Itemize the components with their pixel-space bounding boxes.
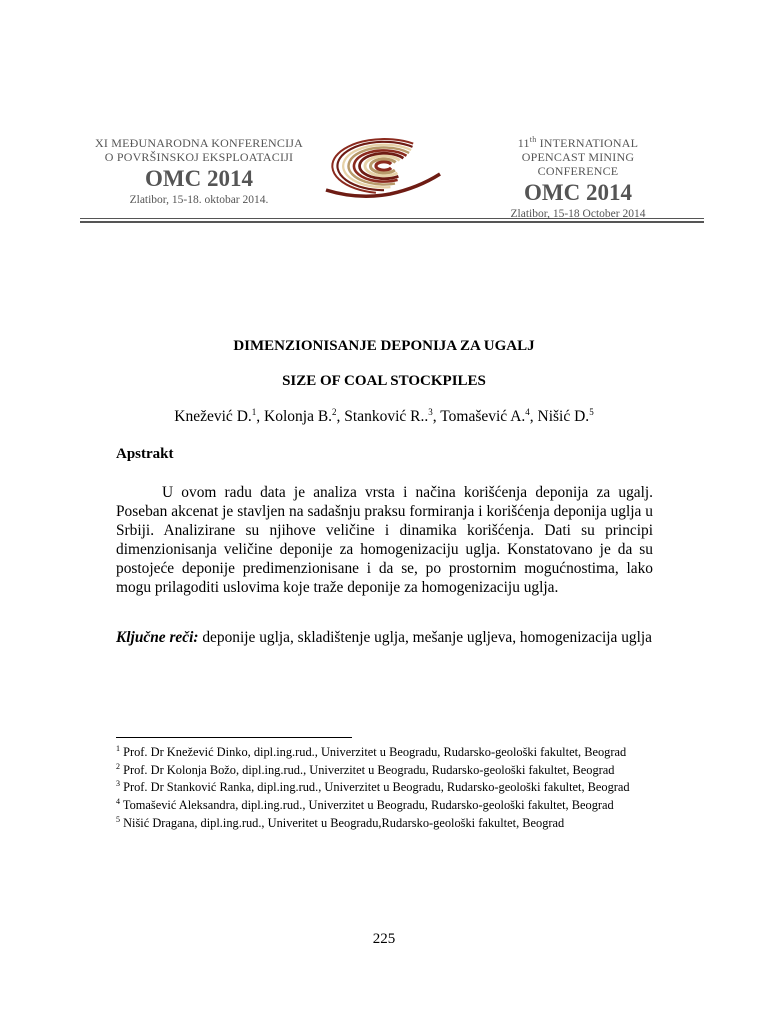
header-rule-thin [80,218,704,219]
logo-spiral-arc [376,162,391,170]
author-name: Tomašević A. [440,408,526,426]
header-right-sup: th [529,135,537,144]
abstract-heading: Apstrakt [116,446,174,462]
footnote-text: Tomašević Aleksandra, dipl.ing.rud., Univerzitet u Beogradu, Rudarsko-geološki fakultet, Beograd [120,798,614,813]
header-left-line1: XI MEĐUNARODNA KONFERENCIJA [94,136,304,150]
author-footnote-ref: 1 [251,407,257,417]
footnote [116,777,661,795]
author-name: Kolonja B. [264,408,333,426]
header-right-line1-rest: INTERNATIONAL [536,136,639,150]
header-left-conference: OMC 2014 [145,166,253,191]
authors-line [0,407,768,426]
footnote-text: Prof. Dr Knežević Dinko, dipl.ing.rud., Univerzitet u Beogradu, Rudarsko-geološki fakultet, Beograd [120,745,627,760]
author-name: Knežević D. [174,408,252,426]
footnote-number: 2 [116,761,120,771]
header-left-date: Zlatibor, 15-18. oktobar 2014. [129,194,269,206]
header-left-line2: O POVRŠINSKOJ EKSPLOATACIJI [104,150,294,164]
footnote-number: 3 [116,779,120,789]
footnote-text: Prof. Dr Kolonja Božo, dipl.ing.rud., Univerzitet u Beogradu, Rudarsko-geološki fakultet, Beograd [120,762,615,777]
header-left [84,136,314,207]
keywords [116,628,653,647]
header-right-conference: OMC 2014 [524,180,632,205]
paper-title-english: SIZE OF COAL STOCKPILES [282,373,486,389]
author-separator: , [336,408,345,426]
author-footnote-ref: 2 [332,407,337,417]
omc-spiral-logo [318,128,450,200]
header-right [488,136,668,221]
footnote-separator [116,737,352,738]
footnote-text: Prof. Dr Stanković Ranka, dipl.ing.rud., Univerzitet u Beogradu, Rudarsko-geološki fakultet, Beograd [120,780,630,795]
keywords-label: Ključne reči: [116,629,199,646]
author-footnote-ref: 4 [525,407,530,417]
footnote [116,795,661,813]
footnote [116,742,661,760]
footnotes [116,742,661,831]
author-footnote-ref: 5 [589,407,594,417]
header-right-line2: OPENCAST MINING CONFERENCE [521,150,635,178]
footnote-number: 1 [116,744,120,753]
author-name: Nišić D. [537,408,590,426]
author-name: Stanković R.. [344,408,429,426]
header-right-date: Zlatibor, 15-18 October 2014 [510,208,646,220]
footnote-number: 5 [116,814,120,824]
author-separator: , [432,408,441,426]
header-rule-thick [80,221,704,223]
author-separator: , [256,408,265,426]
header-right-line1 [488,136,668,150]
paper-title-serbian: DIMENZIONISANJE DEPONIJA ZA UGALJ [233,338,535,354]
footnote-number: 4 [116,797,120,807]
page-number: 225 [372,931,396,947]
footnote-text: Nišić Dragana, dipl.ing.rud., Univeritet u Beogradu,Rudarsko-geološki fakultet, Beograd [120,816,565,830]
author-footnote-ref: 3 [428,407,433,417]
footnote [116,760,661,778]
author-separator: , [529,408,538,426]
keywords-text: deponije uglja, skladištenje uglja, mešanje ugljeva, homogenizacija uglja [202,629,652,646]
header-right-num: 11 [517,136,530,150]
abstract-text: U ovom radu data je analiza vrsta i načina korišćenja deponija za ugalj. Poseban akcenat je stavljen na sadašnju praksu formiranja i korišćenja deponija uglja u Srbiji. Analizirane su njihove veličine i dinamika korišćenja. Dati su principi dimenzionisanja veličine deponije za homogenizaciju uglja. Konstatovano je da su postojeće deponije predimenzionisane i da se, po prostornim mogućnostima, lako mogu prilagoditi uslovima koje traže deponije za homogenizaciju uglja. [116,484,653,596]
footnote [116,813,661,831]
